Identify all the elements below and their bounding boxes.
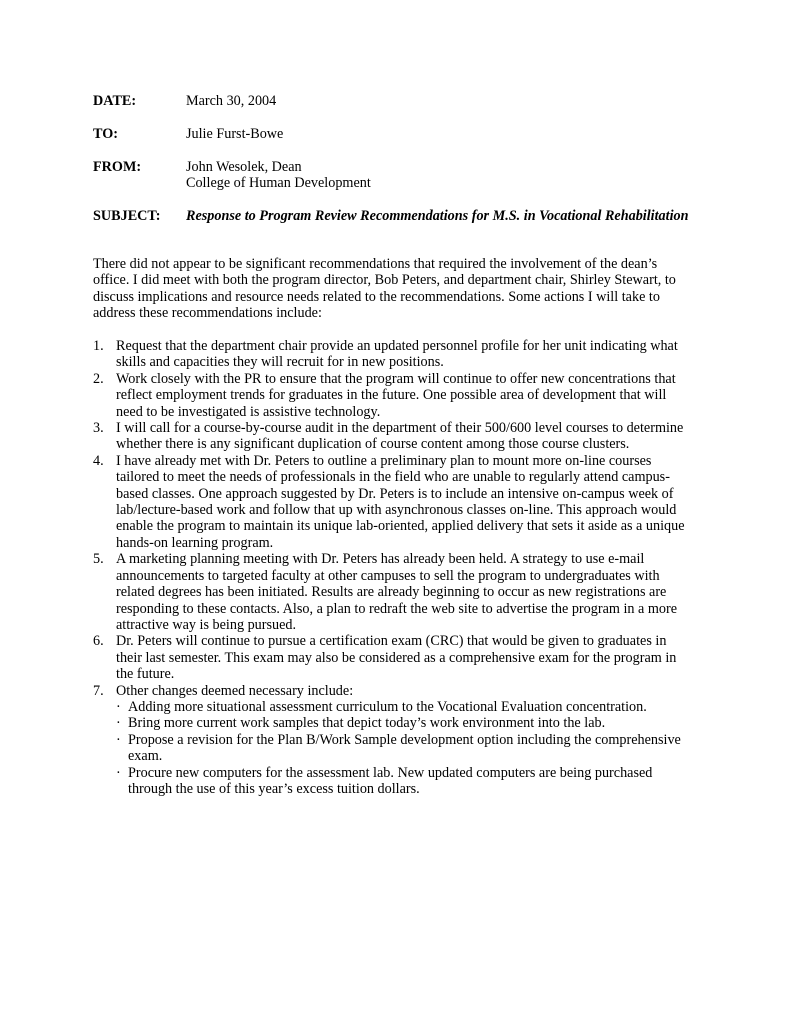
item-line: related degrees has been initiated. Results are already beginning to occur as new registrations are bbox=[116, 584, 667, 601]
bullet-icon: · bbox=[116, 731, 121, 748]
item-line: the future. bbox=[116, 666, 175, 683]
item-number: 4. bbox=[93, 452, 104, 469]
item-line: attractive way is being pursued. bbox=[116, 616, 297, 633]
from-label: FROM: bbox=[93, 159, 142, 175]
item-line: tailored to meet the needs of professionals in the field who are unable to regularly attend campus- bbox=[116, 469, 670, 486]
intro-line: address these recommendations include: bbox=[93, 305, 322, 322]
intro-line: office. I did meet with both the program director, Bob Peters, and department chair, Shirley Stewart, to bbox=[93, 272, 676, 289]
sub-item bbox=[116, 732, 693, 765]
bullet-icon: · bbox=[116, 764, 121, 781]
list-item bbox=[93, 420, 693, 453]
from-value-name: John Wesolek, Dean bbox=[186, 159, 302, 175]
sub-item bbox=[116, 699, 693, 715]
item-line: based classes. One approach suggested by Dr. Peters is to include an intensive on-campus week of bbox=[116, 485, 674, 502]
item-line: Request that the department chair provide an updated personnel profile for her unit indicating what bbox=[116, 338, 678, 354]
sub-item-line: Adding more situational assessment curriculum to the Vocational Evaluation concentration. bbox=[128, 698, 647, 715]
item-line: skills and capacities they will recruit for in new positions. bbox=[116, 354, 444, 371]
item-line: I have already met with Dr. Peters to outline a preliminary plan to mount more on-line courses bbox=[116, 452, 652, 469]
item-line: whether there is any significant duplication of course content among those course clusters. bbox=[116, 436, 630, 453]
list-item bbox=[93, 371, 693, 420]
item-number: 6. bbox=[93, 633, 104, 650]
sub-item bbox=[116, 715, 693, 731]
sub-item-line: Bring more current work samples that depict today’s work environment into the lab. bbox=[128, 715, 606, 732]
action-list bbox=[93, 338, 693, 797]
to-value: Julie Furst-Bowe bbox=[186, 126, 284, 142]
item-line: need to be investigated is assistive technology. bbox=[116, 403, 381, 420]
from-value-college: College of Human Development bbox=[186, 175, 371, 192]
item-line: announcements to targeted faculty at other campuses to sell the program to undergraduates with bbox=[116, 567, 660, 584]
item-number: 5. bbox=[93, 551, 104, 568]
list-item bbox=[93, 633, 693, 682]
to-label: TO: bbox=[93, 126, 118, 142]
intro-line: discuss implications and resource needs related to the recommendations. Some actions I will take to bbox=[93, 288, 660, 305]
item-line: Dr. Peters will continue to pursue a certification exam (CRC) that would be given to graduates in bbox=[116, 633, 667, 650]
intro-line: There did not appear to be significant recommendations that required the involvement of the dean’s bbox=[93, 256, 658, 272]
item-line: hands-on learning program. bbox=[116, 534, 274, 551]
item-number: 3. bbox=[93, 420, 104, 437]
item-line: lab/lecture-based work and follow that up with asynchronous classes on-line. This approach would bbox=[116, 502, 677, 519]
list-item bbox=[93, 338, 693, 371]
item-line: Other changes deemed necessary include: bbox=[116, 682, 354, 699]
sub-list bbox=[116, 699, 693, 797]
item-line: responding to these contacts. Also, a plan to redraft the web site to advertise the program in a more bbox=[116, 600, 678, 617]
sub-item-line: Procure new computers for the assessment lab. New updated computers are being purchased bbox=[128, 764, 653, 781]
date-label: DATE: bbox=[93, 93, 137, 109]
subject-label: SUBJECT: bbox=[93, 208, 161, 224]
item-number: 2. bbox=[93, 370, 104, 387]
item-line: A marketing planning meeting with Dr. Peters has already been held. A strategy to use e-mail bbox=[116, 551, 645, 568]
bullet-icon: · bbox=[116, 698, 121, 715]
list-item bbox=[93, 683, 693, 798]
sub-item-line: exam. bbox=[128, 748, 163, 765]
intro-paragraph bbox=[93, 256, 693, 322]
sub-item bbox=[116, 765, 693, 798]
item-number: 1. bbox=[93, 338, 104, 354]
item-line: Work closely with the PR to ensure that the program will continue to offer new concentrations that bbox=[116, 370, 676, 387]
item-line: reflect employment trends for graduates in the future. One possible area of development that will bbox=[116, 387, 667, 404]
list-item bbox=[93, 551, 693, 633]
item-line: their last semester. This exam may also be considered as a comprehensive exam for the program in bbox=[116, 649, 677, 666]
item-line: I will call for a course-by-course audit in the department of their 500/600 level courses to determine bbox=[116, 420, 684, 437]
sub-item-line: Propose a revision for the Plan B/Work Sample development option including the comprehensive bbox=[128, 731, 681, 748]
item-number: 7. bbox=[93, 682, 104, 699]
list-item bbox=[93, 453, 693, 551]
sub-item-line: through the use of this year’s excess tuition dollars. bbox=[128, 780, 420, 797]
item-line: enable the program to maintain its unique lab-oriented, applied delivery that sets it aside as a unique bbox=[116, 518, 685, 535]
subject-value: Response to Program Review Recommendations for M.S. in Vocational Rehabilitation bbox=[186, 208, 689, 224]
date-value: March 30, 2004 bbox=[186, 93, 277, 109]
bullet-icon: · bbox=[116, 715, 121, 732]
